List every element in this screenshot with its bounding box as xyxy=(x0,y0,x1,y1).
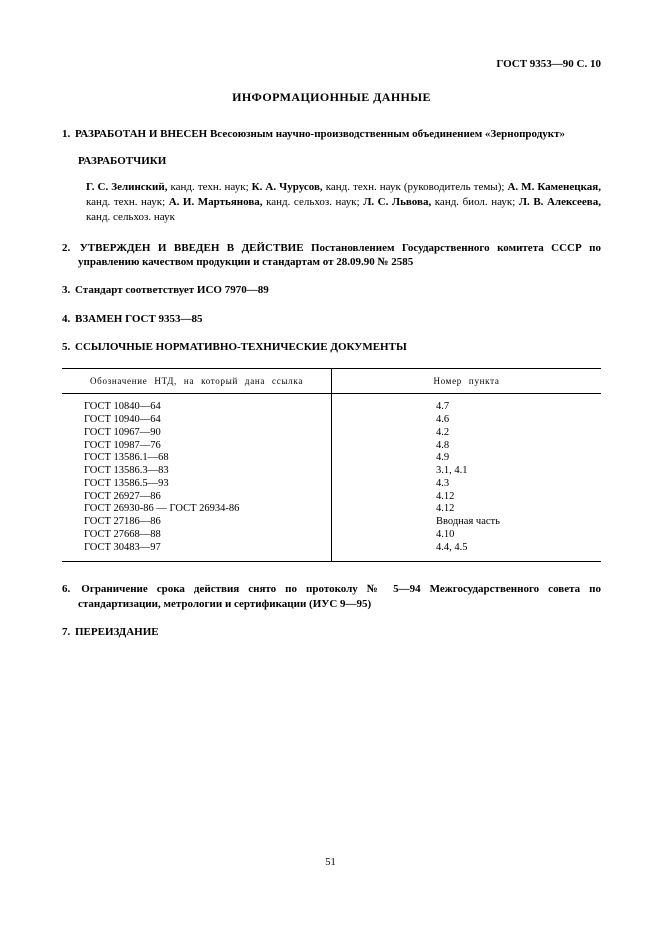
section-4-number: 4. xyxy=(62,312,71,325)
table-row xyxy=(62,394,601,414)
references-table xyxy=(62,368,601,562)
table-cell-number: 4.9 xyxy=(436,452,450,464)
table-cell-ref: ГОСТ 10967—90 xyxy=(62,427,332,440)
section-7 xyxy=(62,625,601,639)
table-cell-number: 4.3 xyxy=(436,477,450,489)
developers-paragraph xyxy=(86,180,601,225)
section-5 xyxy=(62,340,601,354)
developer-name: К. А. Чурусов, xyxy=(251,181,323,194)
table-cell-ref: ГОСТ 10940—64 xyxy=(62,414,332,427)
table-row xyxy=(62,414,601,427)
table-cell-number: 4.12 xyxy=(436,503,455,515)
section-5-number: 5. xyxy=(62,341,71,354)
table-cell-number: 4.8 xyxy=(436,439,450,451)
table-cell-ref: ГОСТ 10840—64 xyxy=(62,394,332,414)
section-7-number: 7. xyxy=(62,625,71,638)
developer-degree: канд. техн. наук; xyxy=(167,181,252,194)
table-cell-number: 4.7 xyxy=(436,401,450,413)
developer-degree: канд. биол. наук; xyxy=(431,196,519,209)
table-row xyxy=(62,542,601,562)
table-cell-ref: ГОСТ 13586.1—68 xyxy=(62,452,332,465)
table-cell-number: 3.1, 4.1 xyxy=(436,465,468,477)
developer-degree: канд. сельхоз. наук; xyxy=(262,196,364,209)
table-cell-ref: ГОСТ 10987—76 xyxy=(62,440,332,453)
table-row xyxy=(62,465,601,478)
section-1 xyxy=(62,127,601,141)
developer-name: Г. С. Зелинский, xyxy=(86,181,168,194)
section-7-text: ПЕРЕИЗДАНИЕ xyxy=(75,625,159,638)
section-3-number: 3. xyxy=(62,284,71,297)
section-1-number: 1. xyxy=(62,128,71,140)
developer-degree: канд. техн. наук (руководитель темы); xyxy=(322,181,508,194)
table-header-row xyxy=(62,369,601,394)
table-row xyxy=(62,529,601,542)
table-header-ntd: Обозначение НТД, на который дана ссылка xyxy=(62,369,332,394)
table-cell-ref: ГОСТ 26930-86 — ГОСТ 26934-86 xyxy=(62,503,332,516)
section-3-text: Стандарт соответствует ИСО 7970—89 xyxy=(75,284,269,297)
page-number: 51 xyxy=(325,857,336,868)
table-row xyxy=(62,503,601,516)
table-cell-ref: ГОСТ 27668—88 xyxy=(62,529,332,542)
table-cell-number: Вводная часть xyxy=(436,516,500,528)
table-row xyxy=(62,440,601,453)
section-1-text: РАЗРАБОТАН И ВНЕСЕН Всесоюзным научно-производственным объединением «Зернопродукт» xyxy=(75,128,566,140)
page-title: ИНФОРМАЦИОННЫЕ ДАННЫЕ xyxy=(232,90,431,104)
table-row xyxy=(62,427,601,440)
developer-name: А. И. Мартьянова, xyxy=(168,196,263,209)
developers-heading: РАЗРАБОТЧИКИ xyxy=(78,155,167,168)
section-5-text: ССЫЛОЧНЫЕ НОРМАТИВНО-ТЕХНИЧЕСКИЕ ДОКУМЕНТЫ xyxy=(75,341,407,354)
section-2 xyxy=(62,241,601,270)
section-4-text: ВЗАМЕН ГОСТ 9353—85 xyxy=(75,312,203,325)
table-cell-number: 4.12 xyxy=(436,490,455,502)
doc-reference: ГОСТ 9353—90 С. 10 xyxy=(496,58,601,70)
developer-name: А. М. Каменецкая, xyxy=(507,181,601,194)
section-3 xyxy=(62,283,601,297)
table-row xyxy=(62,478,601,491)
table-cell-number: 4.2 xyxy=(436,426,450,438)
table-row xyxy=(62,516,601,529)
section-2-number: 2. xyxy=(62,241,71,254)
developer-name: Л. В. Алексеева, xyxy=(518,196,601,209)
table-row xyxy=(62,452,601,465)
table-row xyxy=(62,491,601,504)
table-header-number: Номер пункта xyxy=(332,369,602,394)
section-6 xyxy=(62,582,601,611)
table-cell-ref: ГОСТ 27186—86 xyxy=(62,516,332,529)
section-6-text: Ограничение срока действия снято по протоколу № 5—94 Межгосударственного совета по стандартизации, метрологии и сертификации (ИУС 9—95) xyxy=(78,583,601,610)
table-cell-ref: ГОСТ 26927—86 xyxy=(62,491,332,504)
developer-name: Л. С. Львова, xyxy=(363,196,432,209)
table-cell-number: 4.10 xyxy=(436,528,455,540)
table-cell-ref: ГОСТ 13586.5—93 xyxy=(62,478,332,491)
section-6-number: 6. xyxy=(62,583,71,596)
section-2-text: УТВЕРЖДЕН И ВВЕДЕН В ДЕЙСТВИЕ Постановлением Государственного комитета СССР по управлению качеством продукции и стандартам от 28.09.90 № 2585 xyxy=(78,241,602,269)
table-cell-ref: ГОСТ 13586.3—83 xyxy=(62,465,332,478)
table-cell-ref: ГОСТ 30483—97 xyxy=(62,542,332,562)
developer-degree: канд. сельхоз. наук xyxy=(86,210,175,223)
table-cell-number: 4.4, 4.5 xyxy=(436,541,468,553)
table-cell-number: 4.6 xyxy=(436,414,450,426)
section-4 xyxy=(62,312,601,326)
developer-degree: канд. техн. наук; xyxy=(86,196,169,209)
